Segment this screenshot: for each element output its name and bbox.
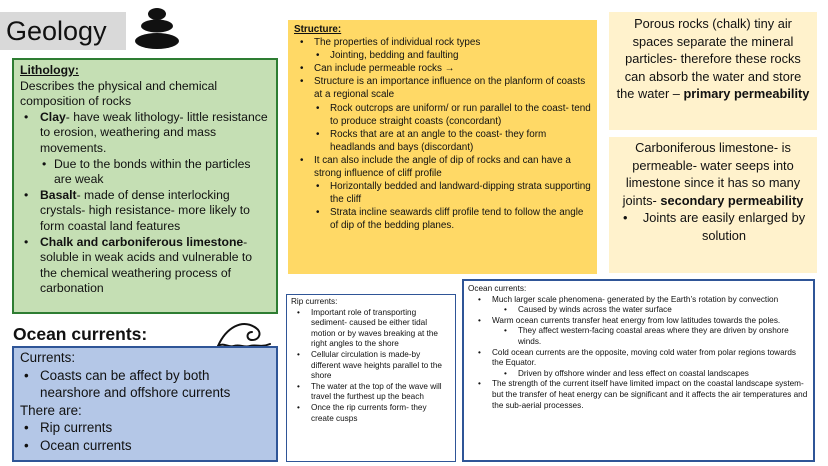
structure-subbullet: • Rock outcrops are uniform/ or run parallel to the coast- tend to produce straight coasts (concordant) (294, 102, 591, 128)
porous-text: Porous rocks (chalk) tiny air spaces separate the mineral particles- therefore these rocks can absorb the water and store the water – (616, 16, 802, 101)
ocean-currents-heading: Ocean currents: (13, 324, 148, 344)
structure-subbullet: • Horizontally bedded and landward-dipping strata supporting the cliff (294, 180, 591, 206)
currents-item: • Coasts can be affect by both nearshore and offshore currents (20, 367, 270, 402)
basalt-text: - made of dense interlocking crystals- high resistance- more likely to form coastal land features (40, 187, 250, 233)
secondary-permeability-label: secondary permeability (660, 192, 804, 208)
joints-item: • Joints are easily enlarged by solution (615, 209, 811, 244)
structure-subbullet: • Jointing, bedding and faulting (294, 49, 591, 62)
structure-bullet: • The properties of individual rock types (294, 36, 591, 49)
clay-text: - have weak lithology- little resistance to erosion, weathering and mass movements. (40, 109, 268, 155)
structure-bullet: • Structure is an importance influence on the planform of coasts at a regional scale (294, 75, 591, 101)
rip-item: • The water at the top of the wave will travel the furthest up the beach (291, 382, 451, 403)
lithology-heading: Lithology: (20, 63, 79, 77)
current-type-rip: • Rip currents (20, 419, 270, 437)
chalk-item (20, 235, 270, 297)
ocean-subbullet: • Driven by offshore winder and less effect on coastal landscapes (468, 369, 809, 380)
rip-heading: Rip currents: (291, 297, 338, 306)
ocean-heading: Ocean currents: (468, 284, 527, 293)
currents-label: Currents: (20, 350, 76, 365)
porous-rocks-box (609, 12, 817, 130)
structure-subbullet: • Strata incline seawards cliff profile tend to follow the angle of dip of the bedding planes. (294, 206, 591, 232)
clay-item (20, 110, 270, 188)
ocean-bullet: • The strength of the current itself have limited impact on the coastal landscape system- but the transfer of heat energy can be significant and it affects the air temperatures and the sub-aerial processes. (468, 379, 809, 411)
carboniferous-box (609, 137, 817, 273)
ocean-bullet: • Much larger scale phenomena- generated by the Earth’s rotation by convection (468, 295, 809, 306)
lithology-box (12, 58, 278, 314)
ocean-currents-box (462, 279, 815, 462)
lithology-intro: Describes the physical and chemical composition of rocks (20, 78, 218, 109)
rip-item: • Cellular circulation is made-by different wave heights parallel to the shore (291, 350, 451, 382)
rip-item: • Important role of transporting sediment- caused be either tidal motion or by waves breaking at the right angles to the shore (291, 308, 451, 350)
structure-heading: Structure: (294, 24, 342, 35)
structure-subbullet: • Rocks that are at an angle to the coast- they form headlands and bays (discordant) (294, 128, 591, 154)
chalk-term: Chalk and carboniferous limestone (40, 234, 244, 249)
structure-bullet: • Can include permeable rocks → (294, 62, 591, 75)
page-title: Geology (0, 12, 126, 50)
primary-permeability-label: primary permeability (683, 86, 810, 101)
there-are-label: There are: (20, 402, 82, 418)
structure-bullet: • It can also include the angle of dip of rocks and can have a strong influence of cliff profile (294, 154, 591, 180)
carboniferous-text: Carboniferous limestone- is permeable- water seeps into limestone since it has so many joints- (622, 140, 801, 208)
ocean-subbullet: • Caused by winds across the water surface (468, 305, 809, 316)
basalt-item (20, 188, 270, 235)
current-type-ocean: • Ocean currents (20, 437, 270, 455)
clay-subitem: • Due to the bonds within the particles are weak (20, 157, 270, 188)
basalt-term: Basalt (40, 187, 77, 202)
ocean-bullet: • Warm ocean currents transfer heat energy from low latitudes towards the poles. (468, 316, 809, 327)
structure-box (288, 20, 597, 274)
rip-item: • Once the rip currents form- they create cusps (291, 403, 451, 424)
clay-term: Clay (40, 109, 66, 124)
stacked-stones-icon (133, 6, 181, 50)
currents-box (12, 346, 278, 462)
ocean-bullet: • Cold ocean currents are the opposite, moving cold water from polar regions towards the Equator. (468, 348, 809, 369)
ocean-subbullet: • They affect western-facing coastal areas where they are driven by onshore winds. (468, 326, 809, 347)
rip-currents-box (286, 294, 456, 462)
chalk-text: - soluble in weak acids and vulnerable to the chemical weathering process of carbonation (40, 234, 253, 296)
